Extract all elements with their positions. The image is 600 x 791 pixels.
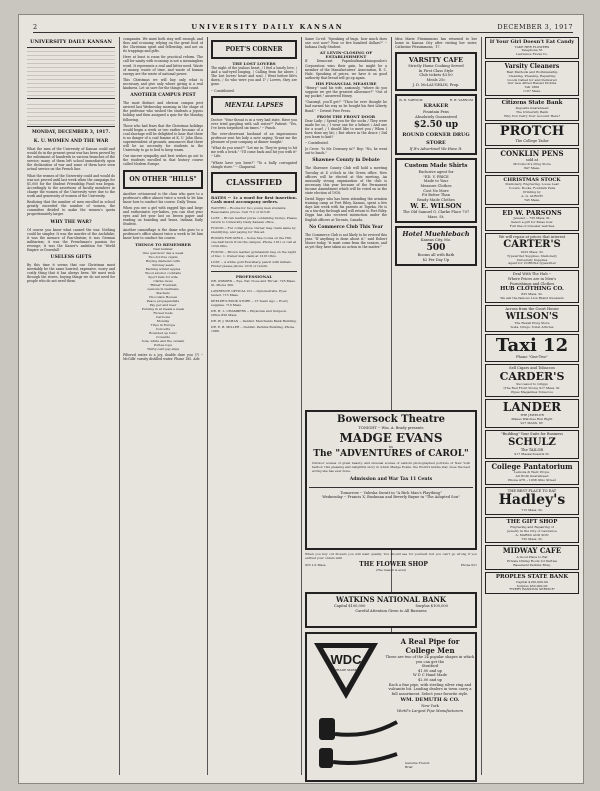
shirts-line: Measure Clothes xyxy=(420,183,452,188)
ad-line: 825 Mass. St. xyxy=(521,292,543,297)
ad-line: (The Red Front Store) 917 Mass. St. xyxy=(503,385,561,390)
wdc-bit-label: Genuine French Briar xyxy=(405,761,430,769)
ad-line: A. MARKS AND SON xyxy=(515,532,549,537)
list-item: Two-for-five cigars xyxy=(148,254,178,259)
section-heading: WHY THE WAR? xyxy=(50,219,92,225)
staff-listing xyxy=(27,47,115,99)
article-paragraph: What the men of the University of Kansas could and would do in the present great war has been proved by the enlistment of hundreds in various branches of the service; many of them left school immediately upon the declaration of war and some of them have seen actual service on the French line. xyxy=(27,147,115,172)
ad-line: Stationery, Engraving, Loose Leaf xyxy=(505,182,559,187)
ad-line: Pipes Magazines Tobaccos xyxy=(511,389,553,394)
ad-line: Agent for CORONA typewriter xyxy=(508,261,556,266)
cafe-line: In First Class Style xyxy=(418,68,454,73)
ad-line: Deposits Guaranteed xyxy=(515,106,549,111)
pantatorium-ad xyxy=(485,461,579,485)
article-paragraph: Same Co-ed: "Speaking of bugs, how much does one cost now? Four or five hundred dollars?" -- Indiana Daily Student. xyxy=(305,37,387,50)
article-paragraph: "Henry," said his wife, anxiously, "where do you suppose we get the greatest allowance?" "Out of my pocket," answered Henry. xyxy=(305,86,387,99)
list-item: Packing winter apples xyxy=(145,266,181,271)
article-paragraph: The Commerce Club is not likely to be revived this year. "If anything is done about it," said Robert Moore today, "it must come from the seniors, and as yet they have taken no action in the matter." xyxy=(305,232,387,249)
ad-title: If Your Girl Doesn't Eat Candy xyxy=(489,39,575,45)
ad-title: CARDER'S xyxy=(499,369,565,383)
ad-line: "EVERY BANKING SERVICE" xyxy=(508,587,556,592)
wdc-logo-text: WDC xyxy=(330,652,362,667)
hotel-city: Kansas City, Mo. xyxy=(420,238,452,243)
column-2 xyxy=(123,37,203,777)
wdc-copy xyxy=(385,638,475,714)
list-item: Puttee tops xyxy=(154,342,172,347)
ad-title: College Pantatorium xyxy=(491,461,573,471)
cafe-line: Meals 25c xyxy=(426,78,446,83)
ad-line: THE JEWELER xyxy=(520,413,544,418)
list-item: Cartoons xyxy=(155,314,171,319)
shirts-line: Cost No More xyxy=(423,188,449,193)
classified-title: CLASSIFIED xyxy=(226,176,282,187)
gift-shop-ad xyxy=(485,517,579,544)
list-item: Buying diamond cuffs xyxy=(145,258,181,263)
ad-line: All Work Guaranteed xyxy=(515,473,549,478)
theatre-admission: Admission and War Tax 11 Cents xyxy=(349,476,433,482)
things-list xyxy=(123,247,203,351)
section-heading: ANOTHER CAMPUS PEST xyxy=(130,93,196,99)
ad-title: LANDER xyxy=(502,399,562,414)
article-paragraph: The Shawnee County Club will hold a meeting Tuesday at 4 o'clock in the Green office. New officers will be elected at this meeting. An unusually strong organization of the club is necessary this year because of the Permanent Income Amendment which will be voted on in the state election of 1918. xyxy=(305,166,387,195)
ad-line: University Supplies xyxy=(516,257,548,262)
ad-title: CARTER'S xyxy=(503,239,561,251)
ad-line: Capital $100,000.00 xyxy=(516,579,548,584)
column-6 xyxy=(485,37,579,777)
pipe-icon xyxy=(313,708,403,778)
list-item: Sole, white and the cerasin xyxy=(141,338,185,343)
shirts-address: The Old Samuel G. Clarke Place 707 Mass. St. xyxy=(402,210,470,219)
watkins-capital: Capital $100,000 xyxy=(334,604,366,608)
theatre-tonight: TONIGHT -- Wm. A. Brady presents xyxy=(358,426,424,430)
poem-credit: -- Contributed. xyxy=(305,141,329,146)
ad-title: HUB CLOTHING CO. xyxy=(500,286,564,293)
other-hills-box xyxy=(123,170,203,189)
article-paragraph: The most distinct and obvious campus pest arrived last Wednesday morning in the shape of the professor who wished the students a joyous holiday and then assigned a quiz for the Monday following. xyxy=(123,101,203,122)
classified-item: ROOMS FOR GIRLS -- Some fine rooms on the Hill, one-half block from the campus. Phone 1161 or call at 1234 Ohio. xyxy=(211,235,297,248)
classified-item: FOUND -- Brown leather gymnasium bag on the night of Dec. 1. Owner may claim at 1216 Ohio. xyxy=(211,249,296,258)
list-item: Sport hats for wife xyxy=(148,274,178,279)
hotel-rooms: 500 xyxy=(426,243,446,254)
ad-line: TAKE HER FLOWERS xyxy=(514,44,550,49)
wdc-line: Each a fine pipe, with sterling silver ring and vulcanite bit. Leading dealers in town carry a full assortment. Select your favorite style. xyxy=(388,682,472,696)
classified-list xyxy=(211,206,297,268)
professional-item: KEELER'S BOOK STORE -- 15 Years Ago -- Every supplies. 710 Mass. xyxy=(211,298,289,307)
list-heading: THINGS TO REMEMBER xyxy=(135,241,191,247)
article-paragraph: Jo Crow: "Is Mr. Dowsney in?" Boy: "No, he went out to lunch." xyxy=(305,147,387,156)
carters-ad xyxy=(485,233,579,269)
wdc-maker: WM. DEMUTH & CO. xyxy=(400,697,460,704)
ad-line: 917 Massachusetts St. xyxy=(514,451,550,456)
flower-shop-phone: Phone 621 xyxy=(460,562,477,567)
list-item: Chocolate Houses xyxy=(148,294,178,299)
classified-item: WANTED -- Rooms for two young men students. Reasonable prices. Call 712 or 915-W. xyxy=(211,205,287,214)
ad-line: A Good Place to Eat xyxy=(516,554,548,559)
classified-item: FOUND -- Fur collar glove. Owner may claim same by identifying, and paying for this ad. xyxy=(211,225,296,234)
list-item: Lemons in Germans xyxy=(147,286,179,291)
ad-title: MIDWAY CAFE xyxy=(502,546,562,556)
pen-ad-right-name: R. H. VARNUM xyxy=(449,98,473,103)
ad-line: Furnishings and Clothes xyxy=(509,281,555,286)
article-paragraph: Here at least is room for practical reform. The call for sanity with economy is not a meaningless word. It represents a real and bitter need. Waste of money, waste of time, and waste of human energy are the waste of national power. xyxy=(123,55,203,76)
mental-lapses-title: MENTAL LAPSES xyxy=(224,101,284,109)
pen-ad-sub: Absolutely Guaranteed xyxy=(415,114,457,119)
ad-line: We sell the famous Lion Brand Sweaters xyxy=(500,296,564,301)
ad-line: Select a gift for Xmas now. xyxy=(510,219,554,224)
professional-item: DR. E. B. MILLER -- Dentist. Perkins Building, Phone 1086. xyxy=(211,324,295,333)
newspaper-page xyxy=(18,14,584,784)
bowersock-theatre-ad xyxy=(305,410,477,550)
list-item: Pursing in at meals a week xyxy=(141,306,185,311)
professional-item: DR. OSBORN -- Eye, Ear, Nose and Throat. 725 Mass. St. Phone 300. xyxy=(211,278,296,287)
hotel-sub: Rooms all with Bath xyxy=(417,253,455,258)
wdc-line: These are two of the 24 popular shapes in which you can get the xyxy=(385,655,475,664)
article-paragraph: This Christmas we will buy only what is necessary and give only where giving is a real kindness. Let us save for the things that count. xyxy=(123,77,203,91)
poets-corner-title: POET'S CORNER xyxy=(225,46,283,53)
ad-line: 847 Mass. xyxy=(523,165,541,170)
flower-shop-ad xyxy=(305,553,477,587)
list-item: Slackers xyxy=(156,290,170,295)
list-item: Monday xyxy=(156,318,170,323)
protch-ad xyxy=(485,123,579,146)
column-5 xyxy=(395,37,477,409)
ad-subtitle: sold at xyxy=(525,158,539,163)
florist-ad xyxy=(485,37,579,59)
theatre-wednesday: Wednesday -- Francis X. Bushman and Beverly Bayne in "The Adopted Son" xyxy=(322,495,460,500)
ad-subtitle: The College Tailor xyxy=(515,139,549,144)
masthead-title: UNIVERSITY DAILY KANSAN xyxy=(191,22,344,31)
ad-lead: We will repair at prices that interest xyxy=(498,234,566,239)
list-item: Concerts xyxy=(155,326,171,331)
ad-line: Private Dining Room for Parties xyxy=(507,558,557,563)
hadleys-ad xyxy=(485,487,579,515)
ad-lead: Sell Cigars and Tobaccos xyxy=(509,365,555,370)
ad-title: CHRISTMAS STOCK xyxy=(503,176,561,183)
wdc-line: $1.00 and up xyxy=(418,668,442,673)
article-paragraph: Another cottonwood is the class who gave to a professor's office almost twice a week to let him know how to conduct his course. Daily Texan. xyxy=(123,191,203,204)
article-paragraph: Realizing that the number of men enrolled in school greatly exceeded the number of women, the committee divided to make the women's quota proportionately larger. xyxy=(27,200,115,217)
varsity-cafe-title: VARSITY CAFE xyxy=(408,56,464,65)
list-item: Cowards xyxy=(156,334,170,339)
list-item: Subway seats xyxy=(152,262,174,267)
wdc-title: A Real Pipe for College Men xyxy=(400,637,460,655)
column-4 xyxy=(305,37,387,457)
poem-text: Dear Lady: / Spend you for the socks / They were made for so, / I wear one for a helmet / And one for a scarf, / I should like to meet you / When I have done my bit; / But where in the deuce / Did you learn to knit? xyxy=(305,118,387,140)
flower-shop-reason: (The reason is ever) xyxy=(375,567,407,572)
theatre-description: Outdoor scenes of great beauty, and unusual scenes of seldom photographed portions of New York harbor; this pleasing and delightful story in which Madge Evans, the World's kiddie star, does the best acting she has ever done. xyxy=(312,461,470,473)
article-paragraph: By this time it seems that our Christmas must inevitably be the same hurried, expensive, worry and costly thing that it has always been. We must rush through the stores, buying things we do not need for people who do not need them. xyxy=(27,263,115,284)
pen-ad-price: $2.50 up xyxy=(413,119,459,130)
flower-shop-text: When you buy cut flowers you will want quality. You should see for yourself, but you can't go wrong if you entrust your orders with xyxy=(305,553,477,560)
hotel-muehlebach-ad xyxy=(395,226,477,266)
section-heading: USELESS GIFTS xyxy=(50,255,92,261)
list-item: Pay per and beer xyxy=(149,302,177,307)
list-item: Peace propagandists xyxy=(146,298,180,303)
wdc-line: Stratford xyxy=(421,664,439,669)
section-heading: AT LEVIN-CLOSING OF ESTABLISHMENT xyxy=(319,50,373,60)
parsons-ad xyxy=(485,207,579,231)
cafe-line: Club tickets $3.00 xyxy=(419,73,453,78)
ad-line: McColloch's Drug Store xyxy=(513,162,551,167)
poem-credit: -- Contributed. xyxy=(211,88,235,93)
wdc-line: $2.00 and up xyxy=(418,677,442,682)
ad-line: Lawrence Floral Co. xyxy=(516,52,548,57)
classified-box xyxy=(211,172,297,193)
article-paragraph: If Democrat Papadoultamaktanopoulos's Corporation wins their gain, he might be a member of the Manufacturers' Association, R. C. Hale. Speaking of prices, we have it on good authority that bread will go up again. xyxy=(305,59,387,80)
ad-title: Taxi 12 xyxy=(495,334,569,356)
ad-title: THE GIFT SHOP xyxy=(506,518,558,525)
ad-title: CONKLIN PENS xyxy=(500,148,564,158)
masthead-volume: 2 xyxy=(33,22,38,31)
watkins-surplus: Surplus $100,000 xyxy=(415,604,448,608)
ad-lead: Across from the Court House xyxy=(505,306,559,311)
ad-line: Best Methods and Workmanship xyxy=(506,69,558,74)
article-paragraph: Our sincere sympathy and best wishes go out to the students enrolled in that history course called Modern Europe. xyxy=(123,154,203,167)
section-heading: HIS FINANCIAL MEASURE xyxy=(315,80,377,86)
shirts-name: W. E. WILSON xyxy=(410,202,462,211)
shirts-line: Fit Better Than xyxy=(421,193,451,198)
ad-title: PROTCH xyxy=(499,123,565,139)
ad-line: Soda, Drugs, Toilet Articles xyxy=(510,324,554,329)
ad-line: Phone 478 -- 1038 Ohio Street xyxy=(508,477,556,482)
drug-store-tagline: If It's Advertised We Have It. xyxy=(409,146,463,151)
ad-line: 1025 Mass. St. xyxy=(520,249,544,254)
ad-lead: "Building" Your Suits for Business xyxy=(501,431,563,436)
article-paragraph: What the women of the University could and would do was not proved until last week when the campaign for $1,000 for the Student Friendship Fund was begun. Accordingly to the assertions of faculty members in charge the women of the University were due to the work and generosity of women of the University. xyxy=(27,173,115,199)
joke-paragraph: "Where have you been?" "To a bully corrugated shingle store." -- Chaparral. xyxy=(211,160,297,169)
poem-text: The night of the jealous heart, / I feel a lonely love, / And a sad-eyed longing, / Calling from far above. / The lost lovers' heart and soul, / Went before life's dawn, / So who were you and I? / Lovers, they are gone. xyxy=(211,66,297,87)
professional-heading: PROFESSIONAL xyxy=(235,273,273,279)
hotel-name: Hotel Muehlebach xyxy=(402,230,470,239)
wdc-maker-address: New York xyxy=(421,704,439,709)
ad-subtitle: The TAILOR xyxy=(520,448,544,453)
section-heading: Shawnee County in Debate xyxy=(312,158,380,164)
article-paragraph: Of course you know what caused the war. Nothing could be simpler. It was the murder of the Archduke; it was the menace of Pan-slavism; it was German militarism; it was the Frenchman's passion for revenge; it was the Kaiser's ambition for 'World Empire or Downfall.' xyxy=(27,227,115,252)
footer-note: Filtered water is a joy, double dare you (?) -- McGills' varsity distilled water. Phone 185. Adv. xyxy=(123,352,203,361)
ad-line: The Rexall Drug Store xyxy=(514,321,550,326)
varsity-cafe-ad xyxy=(395,52,477,91)
ad-line: Surplus $50,000.00 xyxy=(516,583,548,588)
ad-line: Cleaning, Pressing, Repairing xyxy=(508,73,556,78)
ad-line: 917 MASS. ST. xyxy=(520,421,544,426)
flower-shop-address: 825 1/2 Mass. xyxy=(305,562,327,567)
ad-title: ED W. PARSONS xyxy=(502,208,562,217)
ad-line: 1107 Mass. xyxy=(522,89,542,94)
carders-ad xyxy=(485,364,579,397)
ad-line: Our new Alfred Helsler Pickins xyxy=(507,81,557,86)
wdc-maker-sub: World's Largest Pipe Manufacturers xyxy=(396,708,464,713)
ad-lead: THE BEST PLACE TO EAT xyxy=(507,488,557,493)
ad-line: Printing by xyxy=(523,190,541,195)
ad-line: Where Prices are in Men's xyxy=(507,276,557,281)
list-item: Trips in Europe xyxy=(150,322,176,327)
ad-line: 745 Mass. xyxy=(523,198,541,202)
list-item: Thirty-cent pay-slips xyxy=(146,346,180,351)
ad-line: The University Bank xyxy=(515,110,549,115)
shirts-title: Custom Made Shirts xyxy=(404,163,468,170)
professional-item: LAWRENCE OPTICAL CO. -- Optometrists. Eyes tested. 713 Mass. xyxy=(211,288,287,297)
pen-ad-store: KRAKER xyxy=(423,103,449,110)
wdc-logo xyxy=(311,640,381,702)
poets-corner-box xyxy=(211,40,297,59)
list-item: Rounded up tonic xyxy=(149,330,177,335)
custom-shirts-ad xyxy=(395,158,477,223)
citizens-bank-ad xyxy=(485,98,579,121)
watkins-bank-ad xyxy=(305,592,477,628)
kraker-pen-ad xyxy=(395,94,477,155)
ad-line: Jewelry in the City of Lawrence xyxy=(507,528,557,533)
list-item: Clarke moss xyxy=(153,278,173,283)
joke-paragraph: The ever-observant husband of an impecunious professor sent his lady a note saying 'Grant me the pleasure of your company at dinner tonight.' xyxy=(211,131,297,145)
classified-item: LOST -- A white gold Eversharp pencil with initials. Finder please phone 1218 or return. xyxy=(211,259,292,268)
article-paragraph: Miss Marie Fitzsimmons has returned to her home in Kansas City after visiting her sister, Catherine Fitzsimmons, '17. xyxy=(395,37,477,50)
shirts-line: Made to Your xyxy=(423,179,449,184)
flower-shop-name: THE FLOWER SHOP xyxy=(359,560,428,568)
professional-item: DR. W. J. MAHAN -- Dentist. Merchants Bank Building. xyxy=(211,318,297,323)
ad-title: Varsity Cleaners xyxy=(504,63,560,71)
professional-list xyxy=(211,279,297,333)
classified-item: LOST -- Brown leather purse containing money. Please return to University Daily Kansan office. xyxy=(211,215,297,224)
section-heading: ON OTHER "HILLS" xyxy=(129,175,197,183)
schulz-ad xyxy=(485,430,579,459)
ad-title: SCHULZ xyxy=(508,436,556,448)
taxi-ad xyxy=(485,334,579,362)
theatre-star: MADGE EVANS xyxy=(339,430,443,445)
ad-line: Goods Called for and Delivered xyxy=(507,77,557,82)
ad-line: Covers, Books, Fountain Pens xyxy=(508,186,556,191)
column-1 xyxy=(27,37,115,777)
lander-ad xyxy=(485,399,579,428)
peoples-bank-ad xyxy=(485,572,579,595)
ad-line: Successor to Griggs xyxy=(516,382,548,387)
shirts-line: "ED. V. PRICE xyxy=(423,174,449,179)
poem-heading: THE LOST LOVERS xyxy=(232,61,276,66)
ad-title: Citizens State Bank xyxy=(501,100,563,107)
ad-line: Lemons & Weir, Props. xyxy=(514,470,550,475)
ad-line: Full line of bracelet watches xyxy=(509,223,555,228)
list-item: One quiz-hour day a week xyxy=(142,250,184,255)
shirts-line: Ready Made Clothes xyxy=(417,197,455,202)
article-paragraph: companies. We must both stay well enough, and thus and economy, relying on the great food of the Christmas spirit and fellowship, and not on its trappings and gifts. xyxy=(123,37,203,54)
varsity-cleaners-ad xyxy=(485,61,579,96)
ad-line: Telephone 55 xyxy=(521,48,543,53)
ad-line: Why Not Carry Your Account Here? xyxy=(504,113,560,118)
ad-title: PROPLES STATE BANK xyxy=(495,573,569,580)
conklin-ad xyxy=(485,148,579,173)
ad-line: Typewriter Supplies, Stationery xyxy=(506,253,558,258)
ad-line: 715 Mass. St. xyxy=(521,507,543,512)
cafe-line: J. D. McLAUGHLIN, Prop. xyxy=(412,82,460,87)
wdc-pipe-ad xyxy=(305,632,477,782)
hotel-rate: $2 Per Day Up xyxy=(422,257,450,262)
ad-line: Engraving and Repairing of xyxy=(510,524,554,529)
article-paragraph: When you see a girl with ragged lips and large and enthusiastic eye-lashes, you can shut your eyes and bet your last on brown paper and reading on boarding and brass. Indiana Daily Student. xyxy=(123,205,203,227)
section-heading: No Commerce Club This Year xyxy=(309,224,383,230)
hub-clothing-ad xyxy=(485,270,579,303)
shirts-line: Exclusive agent for xyxy=(418,170,454,175)
theatre-play: The "ADVENTURES of CAROL" xyxy=(313,449,469,460)
theatre-in: in xyxy=(389,444,393,449)
section-heading: K. U. WOMEN AND THE WAR xyxy=(33,139,109,144)
pen-ad-left-name: W. H. VARNUM xyxy=(399,98,423,103)
theatre-tomorrow: Tomorrow -- Valeska Suratt in "A Rich Man's Plaything" xyxy=(340,490,442,495)
column-3 xyxy=(211,37,297,777)
watkins-tagline: Careful Attention Given to All Business xyxy=(355,608,427,613)
article-paragraph: Another camouflage is the dame who goes to a professor's office almost twice a week to let him know how to conduct his course. xyxy=(123,228,203,241)
theatre-title: Bowersock Theatre xyxy=(337,414,445,425)
midway-cafe-ad xyxy=(485,545,579,569)
editorial-date: MONDAY, DECEMBER 3, 1917. xyxy=(31,130,111,135)
ad-title: WILSON'S xyxy=(505,311,559,322)
ad-line: Makes Watches Run Right xyxy=(511,417,553,422)
ad-line: Basement Perkins Bldg. xyxy=(513,562,551,567)
masthead-date: DECEMBER 3, 1917 xyxy=(497,22,573,31)
classified-rates: RATES -- 1c a word for first insertion. Cash must accompany orders. xyxy=(211,194,297,204)
ad-title: Hadley's xyxy=(498,492,566,509)
ad-line: 735 Mass. St. xyxy=(521,536,543,541)
list-item: Wood alcohol cocktails xyxy=(145,270,181,275)
professional-item: DR. H. L. CHAMBERS -- Physician and Surgeon. Office 820 Mass. xyxy=(211,308,287,317)
masthead xyxy=(33,21,573,33)
subscription-notice xyxy=(27,101,115,127)
list-item: Nail number xyxy=(153,246,173,251)
list-item: "Ritual" Fountain xyxy=(149,282,177,287)
ad-line: A. G. ALRICH xyxy=(521,194,543,199)
article-paragraph: Those who had fears that the Christmas holidays would begin a week or two earlier because of a coal shortage will be delighted to hear that there is no danger of a coal famine at K. U. John Shea, superintendent of grounds, announces that there will be no necessity for students in the University to go to bed to keep warm. xyxy=(123,123,203,153)
ad-line: Tell 1800 xyxy=(524,85,540,90)
joke-paragraph: Doctor: "Your throat is in a very bad state. Have you ever tried gargling with salt water?" Patient: "Yes, I've been torpedoed six times." -- Punch. xyxy=(211,117,297,130)
christmas-stock-ad xyxy=(485,175,579,205)
cafe-line: Strictly Home Cooking Served xyxy=(408,64,464,69)
wdc-trade-mark: TRADE MARK xyxy=(335,668,357,672)
drug-store-name: ROUND CORNER DRUG STORE xyxy=(402,131,470,146)
joke-paragraph: "What do you want?" "Let me in. They're going to hit me with a brick." "I'll come back and hit you with it" -- Life. xyxy=(211,146,297,159)
watkins-title: WATKINS NATIONAL BANK xyxy=(336,595,446,604)
pipe-illustration xyxy=(313,708,403,778)
ad-subtitle: Phone "One-Two" xyxy=(516,355,548,360)
mental-lapses-box xyxy=(211,96,297,115)
article-paragraph: "Gazomyl, you'll get!" "Thou be ever thought he had earned his way as he bought his first Liberty Bond." -- Detroit Free Press. xyxy=(305,100,387,113)
paper-name: UNIVERSITY DAILY KANSAN xyxy=(30,39,112,45)
wilsons-ad xyxy=(485,305,579,332)
list-item: Flower beds xyxy=(153,310,173,315)
article-paragraph: David Dipps who has been attending the aviation training camp at Fort Riley, Kansas, spent a few days last week with his parents at Topeka. He is on a ten-day furlough and will return to Fort Riley. Dipps has also received instruction under the English officers at Toronto, Canada. xyxy=(305,197,387,222)
pen-ad-label: Fountain Pens xyxy=(423,110,449,115)
ad-line: Jeweler -- 725 Mass. St. xyxy=(513,215,551,220)
ad-line: Deal With The Hub -- xyxy=(512,272,552,277)
wdc-line: W D C Hand Made xyxy=(412,673,448,678)
section-heading: FROM THE FRONT DOOR xyxy=(316,113,376,119)
